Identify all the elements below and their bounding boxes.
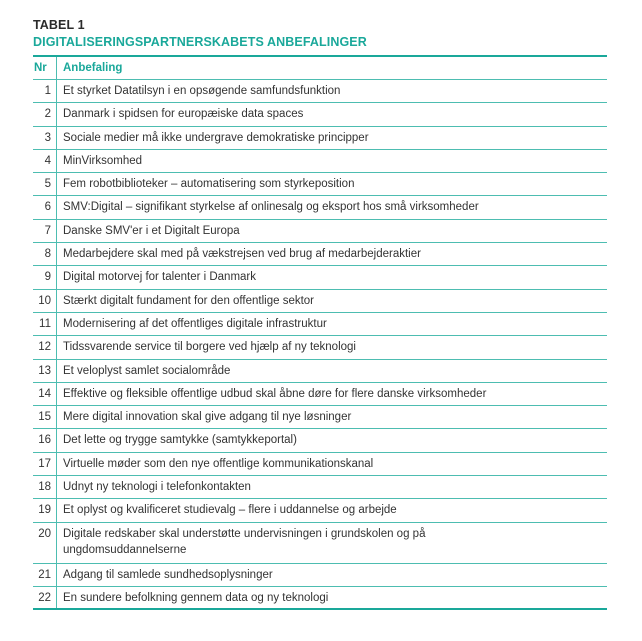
row-recommendation: Virtuelle møder som den nye offentlige kommunikationskanal xyxy=(63,457,374,470)
row-recommendation: Udnyt ny teknologi i telefonkontakten xyxy=(63,481,251,494)
row-recommendation: En sundere befolkning gennem data og ny teknologi xyxy=(63,591,329,604)
row-recommendation: Det lette og trygge samtykke (samtykkeportal) xyxy=(63,434,297,447)
table-row xyxy=(33,127,607,150)
row-recommendation: Danmark i spidsen for europæiske data spaces xyxy=(63,108,304,121)
header-recommendation: Anbefaling xyxy=(63,62,123,74)
recommendations-table xyxy=(33,55,607,610)
row-number: 18 xyxy=(33,476,57,498)
table-row xyxy=(33,383,607,406)
table-row xyxy=(33,290,607,313)
row-recommendation: Sociale medier må ikke undergrave demokratiske principper xyxy=(63,131,369,144)
row-number: 17 xyxy=(33,453,57,475)
row-number: 1 xyxy=(33,80,57,102)
table-row xyxy=(33,499,607,522)
row-number: 3 xyxy=(33,127,57,149)
row-recommendation: Digital motorvej for talenter i Danmark xyxy=(63,271,257,284)
table-header-row xyxy=(33,57,607,80)
table-row xyxy=(33,564,607,587)
table-row xyxy=(33,523,607,564)
row-number: 2 xyxy=(33,103,57,125)
table-row xyxy=(33,587,607,610)
row-number: 11 xyxy=(33,313,57,335)
row-recommendation: Medarbejdere skal med på vækstrejsen ved brug af medarbejderaktier xyxy=(63,248,421,261)
table-label: TABEL 1 xyxy=(33,18,85,32)
row-number: 6 xyxy=(33,196,57,218)
table-row xyxy=(33,453,607,476)
table-row xyxy=(33,406,607,429)
table-title: DIGITALISERINGSPARTNERSKABETS ANBEFALINGER xyxy=(33,35,367,49)
table-row xyxy=(33,336,607,359)
row-recommendation: Modernisering af det offentliges digitale infrastruktur xyxy=(63,317,327,330)
row-number: 21 xyxy=(33,564,57,586)
row-recommendation: Et veloplyst samlet socialområde xyxy=(63,364,231,377)
row-number: 4 xyxy=(33,150,57,172)
row-recommendation: Danske SMV'er i et Digitalt Europa xyxy=(63,224,240,237)
row-recommendation: Et oplyst og kvalificeret studievalg – flere i uddannelse og arbejde xyxy=(63,504,397,517)
table-row xyxy=(33,220,607,243)
row-number: 12 xyxy=(33,336,57,358)
row-number: 19 xyxy=(33,499,57,521)
row-number: 13 xyxy=(33,360,57,382)
header-nr: Nr xyxy=(33,57,57,79)
row-number: 7 xyxy=(33,220,57,242)
row-number: 16 xyxy=(33,429,57,451)
table-row xyxy=(33,243,607,266)
row-recommendation: MinVirksomhed xyxy=(63,154,143,167)
table-row xyxy=(33,476,607,499)
table-row xyxy=(33,150,607,173)
table-row xyxy=(33,173,607,196)
row-recommendation: Mere digital innovation skal give adgang til nye løsninger xyxy=(63,411,352,424)
row-recommendation: Digitale redskaber skal understøtte undervisningen i grundskolen og på ungdomsuddannelserne xyxy=(63,527,426,556)
row-recommendation: Et styrket Datatilsyn i en opsøgende samfundsfunktion xyxy=(63,85,341,97)
row-recommendation: Fem robotbiblioteker – automatisering som styrkeposition xyxy=(63,178,355,191)
row-recommendation: SMV:Digital – signifikant styrkelse af onlinesalg og eksport hos små virksomheder xyxy=(63,201,479,214)
row-recommendation: Tidssvarende service til borgere ved hjælp af ny teknologi xyxy=(63,341,356,354)
row-number: 15 xyxy=(33,406,57,428)
table-row xyxy=(33,360,607,383)
table-row xyxy=(33,80,607,103)
table-row xyxy=(33,196,607,219)
row-number: 14 xyxy=(33,383,57,405)
row-number: 22 xyxy=(33,587,57,608)
row-number: 8 xyxy=(33,243,57,265)
row-recommendation: Stærkt digitalt fundament for den offentlige sektor xyxy=(63,294,315,307)
row-recommendation: Effektive og fleksible offentlige udbud skal åbne døre for flere danske virksomheder xyxy=(63,387,487,400)
row-number: 9 xyxy=(33,266,57,288)
row-number: 5 xyxy=(33,173,57,195)
table-row xyxy=(33,313,607,336)
row-number: 20 xyxy=(33,523,57,563)
table-row xyxy=(33,266,607,289)
table-caption xyxy=(33,18,367,50)
table-row xyxy=(33,429,607,452)
row-recommendation: Adgang til samlede sundhedsoplysninger xyxy=(63,568,273,581)
row-number: 10 xyxy=(33,290,57,312)
table-row xyxy=(33,103,607,126)
